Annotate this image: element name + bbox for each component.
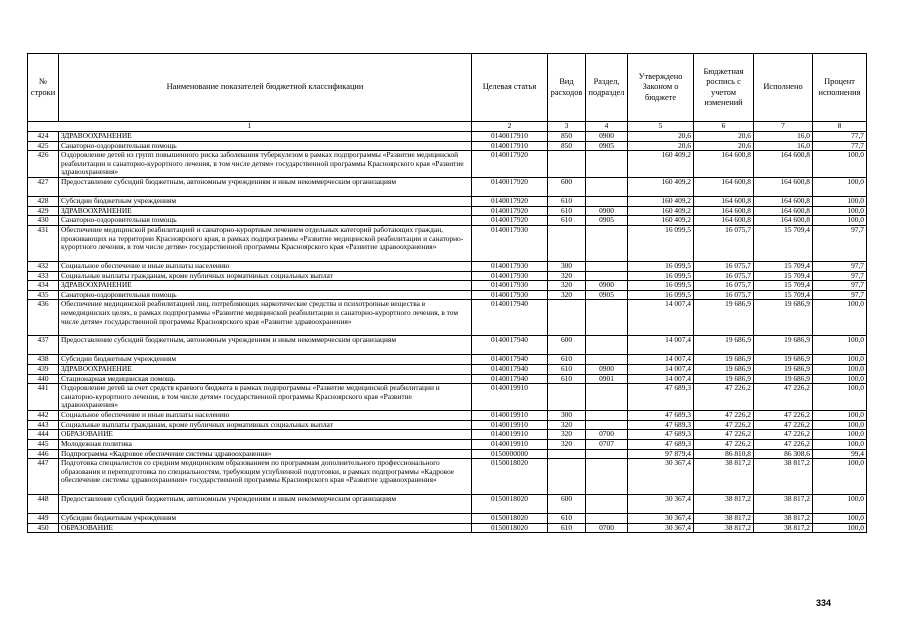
row-section [586, 495, 628, 514]
column-number-7: 7 [754, 122, 813, 132]
row-target-article: 0140017920 [472, 197, 548, 207]
row-executed: 47 226,2 [754, 430, 813, 440]
row-expense-type: 610 [548, 514, 586, 524]
row-approved: 160 409,2 [628, 178, 694, 197]
row-name: ЗДРАВООХРАНЕНИЕ [59, 132, 472, 142]
budget-table-sheet [27, 53, 867, 533]
table-row [28, 355, 867, 365]
row-section [586, 514, 628, 524]
row-name: ЗДРАВООХРАНЕНИЕ [59, 281, 472, 291]
row-number: 439 [28, 364, 59, 374]
row-executed: 15 709,4 [754, 225, 813, 261]
table-row [28, 514, 867, 524]
row-name: ЗДРАВООХРАНЕНИЕ [59, 206, 472, 216]
row-target-article: 0140019910 [472, 420, 548, 430]
row-executed: 47 226,2 [754, 439, 813, 449]
row-target-article: 0140019910 [472, 411, 548, 421]
row-approved: 160 409,2 [628, 197, 694, 207]
row-approved: 47 689,3 [628, 411, 694, 421]
row-section: 0905 [586, 290, 628, 300]
row-executed: 164 600,8 [754, 178, 813, 197]
row-target-article: 0150000000 [472, 449, 548, 459]
row-executed: 15 709,4 [754, 290, 813, 300]
row-section [586, 384, 628, 411]
row-budget-schedule: 164 600,8 [694, 216, 754, 226]
row-number: 426 [28, 151, 59, 178]
row-expense-type: 320 [548, 271, 586, 281]
table-row [28, 300, 867, 336]
table-row [28, 523, 867, 533]
row-approved: 16 099,5 [628, 261, 694, 271]
row-name: ЗДРАВООХРАНЕНИЕ [59, 364, 472, 374]
row-target-article: 0140017940 [472, 355, 548, 365]
row-expense-type: 600 [548, 336, 586, 355]
row-approved: 30 367,4 [628, 514, 694, 524]
row-name: Предоставление субсидий бюджетным, автономным учреждениям и иным некоммерческим организациям [59, 495, 472, 514]
row-target-article: 0140017910 [472, 132, 548, 142]
row-name: Стационарная медицинская помощь [59, 374, 472, 384]
header-percent: Процент исполнения [813, 54, 867, 122]
row-approved: 14 007,4 [628, 336, 694, 355]
table-row [28, 449, 867, 459]
column-number-5: 5 [628, 122, 694, 132]
table-row [28, 132, 867, 142]
row-budget-schedule: 19 686,9 [694, 300, 754, 336]
row-target-article: 0140017930 [472, 225, 548, 261]
row-expense-type: 320 [548, 420, 586, 430]
row-expense-type [548, 459, 586, 495]
row-budget-schedule: 19 686,9 [694, 364, 754, 374]
row-name: Санаторно-оздоровительная помощь [59, 216, 472, 226]
row-number: 433 [28, 271, 59, 281]
column-number-row [28, 122, 867, 132]
row-approved: 97 879,4 [628, 449, 694, 459]
row-executed: 47 226,2 [754, 384, 813, 411]
row-percent: 100,0 [813, 300, 867, 336]
row-approved: 160 409,2 [628, 216, 694, 226]
column-number-8: 8 [813, 122, 867, 132]
row-budget-schedule: 20,6 [694, 141, 754, 151]
row-number: 447 [28, 459, 59, 495]
row-name: Социальное обеспечение и иные выплаты населению [59, 411, 472, 421]
row-number: 438 [28, 355, 59, 365]
table-row [28, 225, 867, 261]
row-name: Санаторно-оздоровительная помощь [59, 290, 472, 300]
row-executed: 47 226,2 [754, 420, 813, 430]
row-executed: 16,0 [754, 141, 813, 151]
row-name: ОБРАЗОВАНИЕ [59, 523, 472, 533]
row-number: 427 [28, 178, 59, 197]
row-percent: 100,0 [813, 430, 867, 440]
table-row [28, 290, 867, 300]
row-percent: 97,7 [813, 281, 867, 291]
column-number-3: 3 [548, 122, 586, 132]
row-executed: 19 686,9 [754, 374, 813, 384]
page-number: 334 [816, 598, 832, 608]
row-name: Оздоровление детей из групп повышенного риска заболевания туберкулезом в рамках подпрограммы «Развитие медицинской реабилитации и санаторно-курортного лечения, в том числе детям» государственной программы Красноярского края «Развитие здравоохранения» [59, 151, 472, 178]
table-row [28, 141, 867, 151]
row-percent: 97,7 [813, 271, 867, 281]
row-target-article: 0150018020 [472, 459, 548, 495]
row-percent: 77,7 [813, 141, 867, 151]
table-row [28, 197, 867, 207]
row-section: 0900 [586, 281, 628, 291]
row-expense-type: 320 [548, 439, 586, 449]
row-section [586, 300, 628, 336]
row-budget-schedule: 47 226,2 [694, 384, 754, 411]
row-expense-type [548, 449, 586, 459]
row-executed: 164 600,8 [754, 197, 813, 207]
row-executed: 16,0 [754, 132, 813, 142]
row-number: 425 [28, 141, 59, 151]
row-name: Подготовка специалистов со средним медицинским образованием по программам дополнительного профессионального образования и переподготовка по специальностям, требующим углубленной подготовки, в рамках подпрограммы «Кадровое обеспечение системы здравоохранения» государственной программы Красноярского края «Развитие здравоохранения» [59, 459, 472, 495]
header-row-number: № строки [28, 54, 59, 122]
row-number: 437 [28, 336, 59, 355]
row-number: 448 [28, 495, 59, 514]
table-row [28, 271, 867, 281]
row-percent: 100,0 [813, 336, 867, 355]
row-percent: 77,7 [813, 132, 867, 142]
row-approved: 16 099,5 [628, 281, 694, 291]
row-expense-type: 610 [548, 364, 586, 374]
header-section: Раздел, подраздел [586, 54, 628, 122]
row-percent: 100,0 [813, 523, 867, 533]
row-approved: 47 689,3 [628, 439, 694, 449]
row-executed: 164 600,8 [754, 216, 813, 226]
row-name: Субсидии бюджетным учреждениям [59, 355, 472, 365]
row-percent: 97,7 [813, 225, 867, 261]
row-budget-schedule: 164 600,8 [694, 206, 754, 216]
row-percent: 100,0 [813, 206, 867, 216]
header-expense-type: Вид расходов [548, 54, 586, 122]
row-approved: 47 689,3 [628, 420, 694, 430]
row-section [586, 225, 628, 261]
row-approved: 30 367,4 [628, 523, 694, 533]
row-executed: 19 686,9 [754, 300, 813, 336]
row-expense-type: 320 [548, 281, 586, 291]
row-target-article: 0140017940 [472, 300, 548, 336]
row-budget-schedule: 19 686,9 [694, 336, 754, 355]
row-approved: 14 007,4 [628, 355, 694, 365]
row-executed: 15 709,4 [754, 281, 813, 291]
row-number: 450 [28, 523, 59, 533]
row-target-article: 0140017920 [472, 178, 548, 197]
table-row [28, 384, 867, 411]
row-percent: 100,0 [813, 364, 867, 374]
row-budget-schedule: 19 686,9 [694, 355, 754, 365]
row-number: 436 [28, 300, 59, 336]
table-row [28, 281, 867, 291]
row-name: Обеспечение медицинской реабилитацией и санаторно-курортным лечением отдельных категорий работающих граждан, проживающих на территории Красноярского края, в рамках подпрограммы «Развитие медицинской реабилитации и санаторно-курортного лечения, в том числе детям» государственной программы Красноярского края «Развитие здравоохранения» [59, 225, 472, 261]
table-row [28, 151, 867, 178]
row-expense-type: 600 [548, 178, 586, 197]
row-budget-schedule: 38 817,2 [694, 523, 754, 533]
row-target-article: 0140017910 [472, 141, 548, 151]
row-target-article: 0140019910 [472, 430, 548, 440]
table-row [28, 411, 867, 421]
row-percent: 100,0 [813, 439, 867, 449]
row-expense-type: 850 [548, 141, 586, 151]
header-budget-schedule: Бюджетная роспись с учетом изменений [694, 54, 754, 122]
row-section: 0700 [586, 430, 628, 440]
row-section [586, 459, 628, 495]
row-section: 0900 [586, 132, 628, 142]
table-row [28, 261, 867, 271]
header-row [28, 54, 867, 122]
row-budget-schedule: 47 226,2 [694, 430, 754, 440]
row-executed: 38 817,2 [754, 459, 813, 495]
row-name: Предоставление субсидий бюджетным, автономным учреждениям и иным некоммерческим организациям [59, 178, 472, 197]
table-row [28, 206, 867, 216]
row-target-article: 0140017940 [472, 374, 548, 384]
row-section: 0707 [586, 439, 628, 449]
row-section [586, 411, 628, 421]
row-percent: 100,0 [813, 197, 867, 207]
row-name: Социальные выплаты гражданам, кроме публичных нормативных социальных выплат [59, 420, 472, 430]
row-percent: 100,0 [813, 420, 867, 430]
row-number: 434 [28, 281, 59, 291]
row-name: Социальные выплаты гражданам, кроме публичных нормативных социальных выплат [59, 271, 472, 281]
table-row [28, 495, 867, 514]
row-section [586, 271, 628, 281]
row-budget-schedule: 86 810,8 [694, 449, 754, 459]
table-row [28, 336, 867, 355]
row-section [586, 336, 628, 355]
row-expense-type: 610 [548, 216, 586, 226]
row-approved: 160 409,2 [628, 206, 694, 216]
row-section [586, 178, 628, 197]
row-section [586, 449, 628, 459]
row-expense-type [548, 151, 586, 178]
row-section: 0905 [586, 141, 628, 151]
row-executed: 19 686,9 [754, 364, 813, 374]
row-approved: 14 007,4 [628, 364, 694, 374]
row-number: 424 [28, 132, 59, 142]
row-expense-type [548, 384, 586, 411]
row-executed: 164 600,8 [754, 206, 813, 216]
row-number: 431 [28, 225, 59, 261]
row-budget-schedule: 16 075,7 [694, 290, 754, 300]
row-target-article: 0140017920 [472, 216, 548, 226]
row-target-article: 0140017930 [472, 261, 548, 271]
table-row [28, 374, 867, 384]
row-target-article: 0140017930 [472, 271, 548, 281]
row-executed: 38 817,2 [754, 514, 813, 524]
row-section [586, 261, 628, 271]
row-executed: 19 686,9 [754, 336, 813, 355]
row-percent: 100,0 [813, 151, 867, 178]
row-budget-schedule: 164 600,8 [694, 197, 754, 207]
row-target-article: 0140017930 [472, 281, 548, 291]
row-approved: 47 689,3 [628, 430, 694, 440]
row-percent: 97,7 [813, 261, 867, 271]
row-target-article: 0140019910 [472, 439, 548, 449]
row-number: 432 [28, 261, 59, 271]
row-executed: 38 817,2 [754, 523, 813, 533]
row-budget-schedule: 47 226,2 [694, 420, 754, 430]
row-section: 0900 [586, 364, 628, 374]
row-target-article: 0140017940 [472, 364, 548, 374]
row-section [586, 420, 628, 430]
row-section [586, 197, 628, 207]
row-percent: 99,4 [813, 449, 867, 459]
row-executed: 15 709,4 [754, 261, 813, 271]
row-name: Субсидии бюджетным учреждениям [59, 514, 472, 524]
row-number: 430 [28, 216, 59, 226]
row-executed: 38 817,2 [754, 495, 813, 514]
row-target-article: 0140019910 [472, 384, 548, 411]
row-expense-type: 320 [548, 290, 586, 300]
row-target-article: 0140017920 [472, 151, 548, 178]
row-budget-schedule: 164 600,8 [694, 178, 754, 197]
header-executed: Исполнено [754, 54, 813, 122]
row-budget-schedule: 47 226,2 [694, 411, 754, 421]
row-number: 444 [28, 430, 59, 440]
header-target-article: Целевая статья [472, 54, 548, 122]
row-executed: 15 709,4 [754, 271, 813, 281]
row-expense-type: 610 [548, 523, 586, 533]
row-name: Санаторно-оздоровительная помощь [59, 141, 472, 151]
table-row [28, 430, 867, 440]
row-approved: 14 007,4 [628, 300, 694, 336]
row-expense-type: 300 [548, 411, 586, 421]
row-percent: 100,0 [813, 355, 867, 365]
row-name: Субсидии бюджетным учреждениям [59, 197, 472, 207]
table-body [28, 132, 867, 533]
row-percent: 100,0 [813, 216, 867, 226]
row-budget-schedule: 19 686,9 [694, 374, 754, 384]
row-budget-schedule: 16 075,7 [694, 271, 754, 281]
row-approved: 47 689,3 [628, 384, 694, 411]
row-name: Оздоровление детей за счет средств краевого бюджета в рамках подпрограммы «Развитие медицинской реабилитации и санаторно-курортного лечения, в том числе детям» государственной программы Красноярского края «Развитие здравоохранения» [59, 384, 472, 411]
row-expense-type: 300 [548, 261, 586, 271]
row-target-article: 0140017920 [472, 206, 548, 216]
row-number: 429 [28, 206, 59, 216]
row-percent: 100,0 [813, 514, 867, 524]
table-row [28, 178, 867, 197]
row-budget-schedule: 38 817,2 [694, 459, 754, 495]
row-number: 446 [28, 449, 59, 459]
row-budget-schedule: 16 075,7 [694, 261, 754, 271]
row-budget-schedule: 16 075,7 [694, 225, 754, 261]
row-number: 441 [28, 384, 59, 411]
row-executed: 86 308,6 [754, 449, 813, 459]
row-section: 0905 [586, 216, 628, 226]
row-target-article: 0150018020 [472, 523, 548, 533]
column-number-4: 4 [586, 122, 628, 132]
column-number-1: 1 [28, 122, 472, 132]
row-name: Подпрограмма «Кадровое обеспечение системы здравоохранения» [59, 449, 472, 459]
row-number: 443 [28, 420, 59, 430]
row-budget-schedule: 47 226,2 [694, 439, 754, 449]
row-target-article: 0140017940 [472, 336, 548, 355]
row-percent: 100,0 [813, 411, 867, 421]
row-number: 440 [28, 374, 59, 384]
row-percent: 100,0 [813, 384, 867, 411]
row-percent: 97,7 [813, 290, 867, 300]
row-name: Предоставление субсидий бюджетным, автономным учреждениям и иным некоммерческим организациям [59, 336, 472, 355]
row-approved: 20,6 [628, 132, 694, 142]
table-row [28, 459, 867, 495]
column-number-2: 2 [472, 122, 548, 132]
row-expense-type: 320 [548, 430, 586, 440]
row-approved: 160 409,2 [628, 151, 694, 178]
row-name: Обеспечение медицинской реабилитацией лиц, потребляющих наркотические средства и психотропные вещества в немедицинских целях, в рамках подпрограммы «Развитие медицинской реабилитации и санаторно-курортного лечения, в том числе детям» государственной программы Красноярского края «Развитие здравоохранения» [59, 300, 472, 336]
row-name: Социальное обеспечение и иные выплаты населению [59, 261, 472, 271]
row-expense-type: 610 [548, 374, 586, 384]
row-name: Молодежная политика [59, 439, 472, 449]
row-section [586, 151, 628, 178]
row-name: ОБРАЗОВАНИЕ [59, 430, 472, 440]
row-approved: 20,6 [628, 141, 694, 151]
row-section: 0700 [586, 523, 628, 533]
header-indicator-name: Наименование показателей бюджетной классификации [59, 54, 472, 122]
row-approved: 14 007,4 [628, 374, 694, 384]
row-approved: 16 099,5 [628, 225, 694, 261]
row-section [586, 355, 628, 365]
row-expense-type: 600 [548, 495, 586, 514]
row-target-article: 0150018020 [472, 495, 548, 514]
row-number: 435 [28, 290, 59, 300]
row-expense-type [548, 225, 586, 261]
row-number: 442 [28, 411, 59, 421]
table-row [28, 216, 867, 226]
budget-execution-table [27, 53, 867, 533]
row-executed: 164 600,8 [754, 151, 813, 178]
row-approved: 30 367,4 [628, 459, 694, 495]
row-executed: 47 226,2 [754, 411, 813, 421]
row-expense-type [548, 300, 586, 336]
table-row [28, 439, 867, 449]
row-budget-schedule: 16 075,7 [694, 281, 754, 291]
row-approved: 16 099,5 [628, 290, 694, 300]
row-percent: 100,0 [813, 495, 867, 514]
row-expense-type: 610 [548, 206, 586, 216]
row-budget-schedule: 38 817,2 [694, 495, 754, 514]
row-budget-schedule: 38 817,2 [694, 514, 754, 524]
row-section: 0900 [586, 206, 628, 216]
table-row [28, 364, 867, 374]
row-approved: 30 367,4 [628, 495, 694, 514]
column-number-6: 6 [694, 122, 754, 132]
row-percent: 100,0 [813, 178, 867, 197]
row-executed: 19 686,9 [754, 355, 813, 365]
row-expense-type: 850 [548, 132, 586, 142]
row-target-article: 0140017930 [472, 290, 548, 300]
row-expense-type: 610 [548, 197, 586, 207]
row-section: 0901 [586, 374, 628, 384]
table-row [28, 420, 867, 430]
row-number: 445 [28, 439, 59, 449]
row-number: 428 [28, 197, 59, 207]
row-target-article: 0150018020 [472, 514, 548, 524]
header-approved: Утверждено Законом о бюджете [628, 54, 694, 122]
row-number: 449 [28, 514, 59, 524]
row-approved: 16 099,5 [628, 271, 694, 281]
row-budget-schedule: 164 600,8 [694, 151, 754, 178]
row-expense-type: 610 [548, 355, 586, 365]
row-percent: 100,0 [813, 374, 867, 384]
row-budget-schedule: 20,6 [694, 132, 754, 142]
row-percent: 100,0 [813, 459, 867, 495]
